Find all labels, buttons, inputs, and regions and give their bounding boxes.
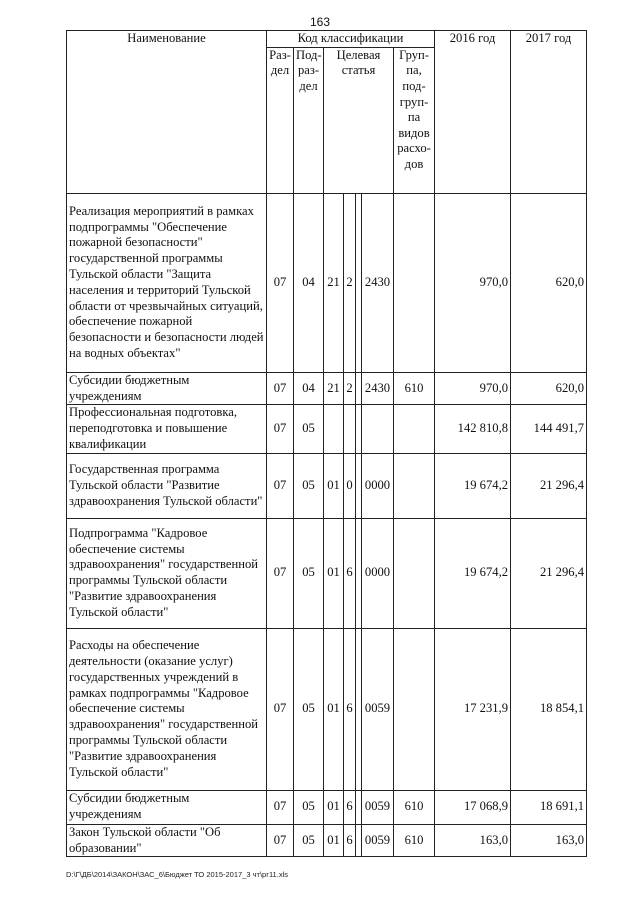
- row-target-code: [362, 405, 394, 453]
- row-target-code: 0059: [362, 824, 394, 857]
- row-target-code: 0000: [362, 453, 394, 518]
- row-value-2017: 18 691,1: [511, 790, 587, 824]
- row-expense-group: 610: [394, 790, 435, 824]
- row-value-2016: 17 231,9: [435, 628, 511, 790]
- row-target-subprogram: 6: [344, 628, 356, 790]
- header-2016: 2016 год: [435, 31, 511, 194]
- row-target-subprogram: 2: [344, 372, 356, 405]
- row-razdel: 07: [267, 824, 294, 857]
- row-value-2016: 19 674,2: [435, 453, 511, 518]
- row-target-subprogram: 6: [344, 518, 356, 628]
- row-razdel: 07: [267, 193, 294, 372]
- row-target-program: 01: [324, 628, 344, 790]
- row-target-code: 0000: [362, 518, 394, 628]
- row-target-subprogram: 0: [344, 453, 356, 518]
- row-podrazdel: 05: [294, 628, 324, 790]
- row-expense-group: [394, 518, 435, 628]
- row-name: Закон Тульской области "Об образовании": [67, 824, 267, 857]
- row-expense-group: 610: [394, 372, 435, 405]
- table-row: [67, 372, 587, 405]
- table-row: [67, 518, 587, 628]
- row-value-2016: 970,0: [435, 372, 511, 405]
- header-target: Целевая статья: [324, 47, 394, 193]
- row-name: Субсидии бюджетным учреждениям: [67, 372, 267, 405]
- row-value-2016: 19 674,2: [435, 518, 511, 628]
- row-podrazdel: 05: [294, 518, 324, 628]
- row-value-2017: 620,0: [511, 193, 587, 372]
- row-razdel: 07: [267, 628, 294, 790]
- table-body: [67, 193, 587, 857]
- row-target-code: 0059: [362, 790, 394, 824]
- row-name: Расходы на обеспечение деятельности (оказание услуг) государственных учреждений в рамках подпрограммы "Кадровое обеспечение системы здравоохранения" государственной программы Тульской области "Развитие здравоохранения Тульской области": [67, 628, 267, 790]
- row-expense-group: [394, 628, 435, 790]
- row-expense-group: 610: [394, 824, 435, 857]
- row-target-program: 01: [324, 824, 344, 857]
- row-podrazdel: 04: [294, 372, 324, 405]
- row-razdel: 07: [267, 372, 294, 405]
- row-value-2016: 163,0: [435, 824, 511, 857]
- row-razdel: 07: [267, 518, 294, 628]
- row-name: Государственная программа Тульской области "Развитие здравоохранения Тульской области": [67, 453, 267, 518]
- row-podrazdel: 05: [294, 824, 324, 857]
- header-code-group: Код классификации: [267, 31, 435, 48]
- row-target-program: 21: [324, 372, 344, 405]
- header-2017: 2017 год: [511, 31, 587, 194]
- table-row: [67, 790, 587, 824]
- row-razdel: 07: [267, 405, 294, 453]
- row-target-program: [324, 405, 344, 453]
- row-razdel: 07: [267, 790, 294, 824]
- row-target-program: 01: [324, 453, 344, 518]
- row-expense-group: [394, 193, 435, 372]
- row-podrazdel: 05: [294, 790, 324, 824]
- row-value-2016: 142 810,8: [435, 405, 511, 453]
- row-target-program: 01: [324, 790, 344, 824]
- row-target-subprogram: 6: [344, 824, 356, 857]
- row-target-subprogram: 6: [344, 790, 356, 824]
- file-path-footer: D:\Г\ДБ\2014\ЗАКОН\ЗАС_6\Бюджет ТО 2015-2017_3 чт\рг11.xls: [66, 870, 288, 879]
- row-expense-group: [394, 453, 435, 518]
- table-row: [67, 405, 587, 453]
- table-row: [67, 628, 587, 790]
- budget-table: [66, 30, 587, 857]
- row-expense-group: [394, 405, 435, 453]
- table-row: [67, 824, 587, 857]
- table-row: [67, 193, 587, 372]
- row-value-2016: 970,0: [435, 193, 511, 372]
- row-target-code: 0059: [362, 628, 394, 790]
- row-value-2017: 620,0: [511, 372, 587, 405]
- header-razdel: Раз- дел: [267, 47, 294, 193]
- row-target-subprogram: 2: [344, 193, 356, 372]
- row-value-2017: 144 491,7: [511, 405, 587, 453]
- row-target-code: 2430: [362, 372, 394, 405]
- row-name: Реализация мероприятий в рамках подпрограммы "Обеспечение пожарной безопасности" государственной программы Тульской области "Защита населения и территорий Тульской области от чрезвычайных ситуаций, обеспечение пожарной безопасности и безопасности людей на водных объектах": [67, 193, 267, 372]
- row-value-2017: 18 854,1: [511, 628, 587, 790]
- row-name: Профессиональная подготовка, переподготовка и повышение квалификации: [67, 405, 267, 453]
- row-razdel: 07: [267, 453, 294, 518]
- header-podrazdel: Под- раз- дел: [294, 47, 324, 193]
- row-value-2017: 21 296,4: [511, 518, 587, 628]
- row-value-2017: 21 296,4: [511, 453, 587, 518]
- row-podrazdel: 04: [294, 193, 324, 372]
- row-podrazdel: 05: [294, 405, 324, 453]
- row-target-program: 21: [324, 193, 344, 372]
- header-row-top: [67, 31, 587, 48]
- table-row: [67, 453, 587, 518]
- header-name: Наименование: [67, 31, 267, 194]
- row-target-subprogram: [344, 405, 356, 453]
- row-podrazdel: 05: [294, 453, 324, 518]
- page-number: 163: [309, 15, 331, 29]
- row-value-2017: 163,0: [511, 824, 587, 857]
- row-name: Подпрограмма "Кадровое обеспечение системы здравоохранения" государственной программы Тульской области "Развитие здравоохранения Тульской области": [67, 518, 267, 628]
- row-value-2016: 17 068,9: [435, 790, 511, 824]
- row-target-code: 2430: [362, 193, 394, 372]
- row-target-program: 01: [324, 518, 344, 628]
- header-group: Груп- па, под- груп- па видов расхо- дов: [394, 47, 435, 193]
- row-name: Субсидии бюджетным учреждениям: [67, 790, 267, 824]
